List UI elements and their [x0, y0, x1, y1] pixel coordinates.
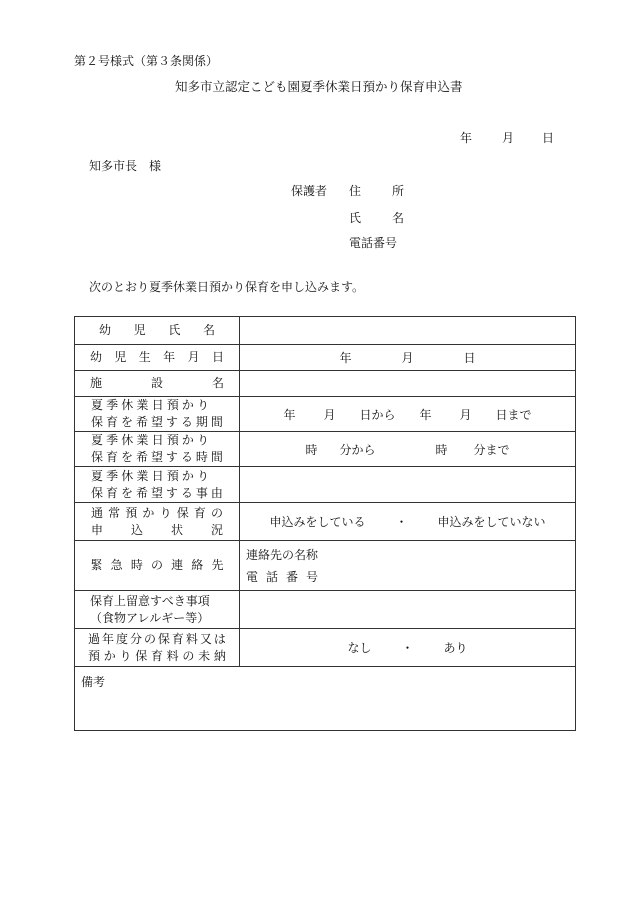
row-notes: [75, 591, 576, 629]
value-child-name[interactable]: [240, 317, 576, 345]
label-remarks: 備考: [81, 675, 106, 689]
value-emergency[interactable]: [240, 541, 576, 591]
option-exists[interactable]: あり: [443, 641, 468, 655]
label-notes-line2: （食物アレルギー等）: [90, 610, 210, 625]
label-birth-date: 幼 児 生 年 月 日: [90, 350, 224, 364]
guardian-label: 保護者: [291, 184, 328, 198]
label-facility: 施 設 名: [90, 376, 224, 390]
value-remarks[interactable]: [75, 667, 576, 731]
row-regular-care: [75, 503, 576, 541]
row-period: [75, 397, 576, 432]
value-reason[interactable]: [240, 467, 576, 503]
value-notes[interactable]: [240, 591, 576, 629]
application-table: [74, 316, 576, 731]
label-time-line2: 保 育 を 希 望 す る 時 間: [91, 450, 223, 464]
value-period[interactable]: 年 月 日から 年 月 日まで: [240, 397, 576, 432]
label-regular-line1: 通 常 預 か り 保 育 の: [91, 505, 223, 520]
value-time[interactable]: 時 分から 時 分まで: [240, 432, 576, 467]
row-unpaid: [75, 629, 576, 667]
date-line: [460, 129, 554, 146]
row-child-name: [75, 317, 576, 345]
form-code: 第２号様式（第３条関係）: [74, 54, 219, 68]
address-label: 住 所: [349, 184, 405, 198]
value-unpaid[interactable]: なし ・ あり: [240, 629, 576, 667]
date-day: 日: [542, 131, 555, 145]
phone-label: 電話番号: [349, 236, 398, 250]
row-facility: [75, 371, 576, 397]
option-not-applied[interactable]: 申込みをしていない: [437, 515, 546, 529]
addressee: 知多市長 様: [89, 159, 162, 173]
date-year: 年: [460, 131, 473, 145]
value-facility[interactable]: [240, 371, 576, 397]
row-emergency: [75, 541, 576, 591]
label-notes-line1: 保育上留意すべき事項: [90, 593, 210, 608]
row-time: [75, 432, 576, 467]
contact-phone-label: 電 話 番 号: [246, 569, 318, 584]
label-reason-line2: 保 育 を 希 望 す る 事 由: [91, 485, 223, 500]
label-regular-line2: 申 込 状 況: [91, 522, 223, 537]
label-unpaid-line2: 預 か り 保 育 料 の 未 納: [88, 648, 226, 663]
option-none[interactable]: なし: [347, 641, 372, 655]
row-birth-date: [75, 345, 576, 371]
label-time-line1: 夏 季 休 業 日 預 か り: [91, 433, 209, 447]
option-applied[interactable]: 申込みをしている: [269, 515, 366, 529]
label-period-line2: 保 育 を 希 望 す る 期 間: [91, 415, 223, 429]
value-regular-care[interactable]: 申込みをしている ・ 申込みをしていない: [240, 503, 576, 541]
label-reason-line1: 夏 季 休 業 日 預 か り: [91, 468, 209, 483]
row-reason: [75, 467, 576, 503]
label-emergency: 緊 急 時 の 連 絡 先: [90, 558, 224, 572]
row-remarks: [75, 667, 576, 731]
label-child-name: 幼 児 氏 名: [99, 323, 215, 337]
name-label: 氏 名: [349, 211, 405, 225]
contact-name-label: 連絡先の名称: [246, 547, 319, 562]
value-birth-date[interactable]: 年 月 日: [240, 345, 576, 371]
label-unpaid-line1: 過 年 度 分 の 保 育 料 又 は: [88, 631, 226, 646]
label-period-line1: 夏 季 休 業 日 預 か り: [91, 398, 209, 412]
intro-text: 次のとおり夏季休業日預かり保育を申し込みます。: [89, 280, 365, 294]
form-title: 知多市立認定こども園夏季休業日預かり保育申込書: [175, 79, 463, 94]
date-month: 月: [502, 131, 515, 145]
